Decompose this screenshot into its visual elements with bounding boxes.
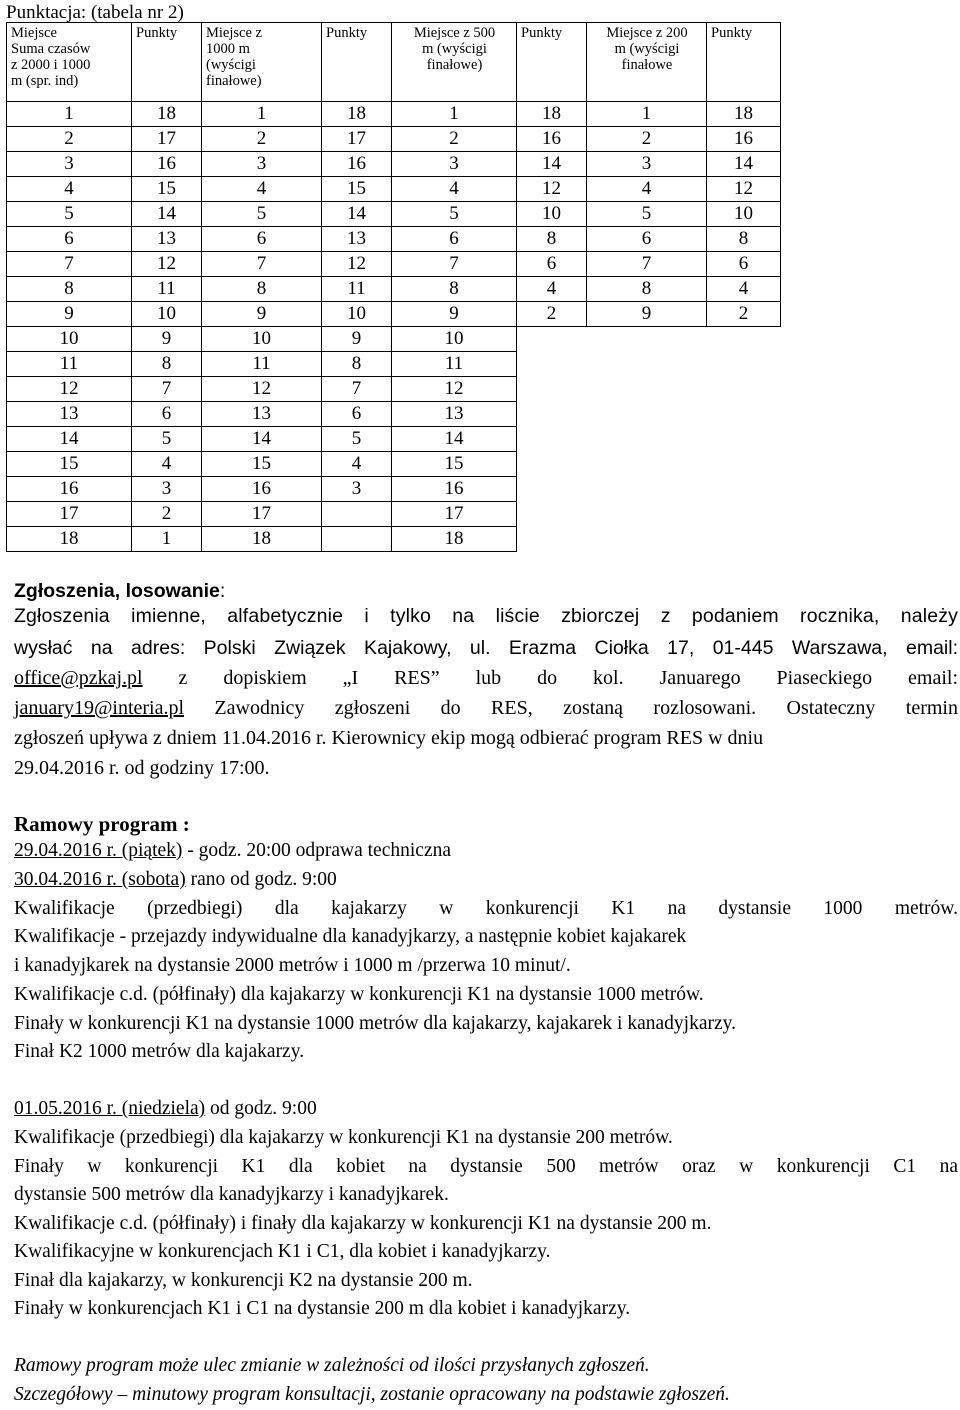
header-text-line: Punkty [136,25,178,41]
table-cell: 6 [707,252,781,277]
table-cell [707,427,781,452]
table-cell: 12 [392,377,517,402]
table-cell: 13 [322,227,392,252]
day3-item: Kwalifikacje c.d. (półfinały) i finały dla kajakarzy w konkurencji K1 na dystansie 200 m. [14,1213,712,1234]
table-header-cell [132,23,202,102]
table-cell: 3 [587,152,707,177]
table-cell: 8 [322,352,392,377]
header-text-line: Miejsce z 500 [413,25,496,41]
header-text-line: m (wyścigi [422,41,487,57]
table-cell: 17 [322,127,392,152]
table-cell: 7 [392,252,517,277]
table-row [7,202,781,227]
table-cell: 4 [322,452,392,477]
table-cell [517,352,587,377]
table-cell: 9 [202,302,322,327]
table-cell [587,502,707,527]
table-header-cell [707,23,781,102]
table-cell: 6 [392,227,517,252]
table-cell: 2 [707,302,781,327]
day3-item: Finały w konkurencjach K1 i C1 na dystansie 200 m dla kobiet i kanadyjkarzy. [14,1298,631,1319]
day2-item: Kwalifikacje - przejazdy indywidualne dla kanadyjkarzy, a następnie kobiet kajakarek [14,926,687,947]
table-cell: 1 [7,102,132,127]
table-cell: 17 [132,127,202,152]
table-cell: 4 [202,177,322,202]
table-header-cell [322,23,392,102]
table-cell: 3 [322,477,392,502]
table-cell [517,377,587,402]
header-text-line: finałowe) [426,57,483,73]
table-cell: 3 [392,152,517,177]
table-cell [587,377,707,402]
table-cell [322,502,392,527]
table-header-cell [392,23,517,102]
table-cell: 18 [7,527,132,552]
table-cell: 10 [392,327,517,352]
table-cell [707,352,781,377]
table-cell: 7 [7,252,132,277]
table-cell: 9 [322,327,392,352]
table-cell: 6 [7,227,132,252]
table-row [7,402,781,427]
table-body [7,102,781,552]
table-row [7,152,781,177]
table-header-cell [202,23,322,102]
table-cell: 8 [392,277,517,302]
table-row [7,352,781,377]
email-pzkaj-link[interactable]: office@pzkaj.pl [14,667,143,689]
day2-item: Finał K2 1000 metrów dla kajakarzy. [14,1041,305,1062]
table-row [7,277,781,302]
table-cell: 3 [202,152,322,177]
entries-line-2: wysłać na adres: Polski Związek Kajakowy, ul. Erazma Ciołka 17, 01-445 Warszawa, email: [14,637,958,659]
header-text-line: Suma czasów [11,41,91,57]
table-cell: 6 [132,402,202,427]
table-cell [517,502,587,527]
header-text-line: (wyścigi [206,57,256,73]
table-row [7,502,781,527]
table-cell: 12 [707,177,781,202]
table-cell [517,527,587,552]
table-cell: 14 [322,202,392,227]
table-cell: 18 [392,527,517,552]
table-cell: 7 [322,377,392,402]
table-cell [587,402,707,427]
table-cell: 10 [7,327,132,352]
table-cell [517,477,587,502]
header-text-line: Punkty [711,25,753,41]
table-caption: Punktacja: (tabela nr 2) [6,2,184,23]
entries-line-3: office@pzkaj.pl z dopiskiem „I RES” lub do kol. Januarego Piaseckiego email: [14,667,958,689]
table-cell [517,402,587,427]
table-cell: 13 [132,227,202,252]
header-text-line: Punkty [326,25,368,41]
table-cell: 14 [517,152,587,177]
table-cell: 13 [392,402,517,427]
entries-line-6: 29.04.2016 r. od godziny 17:00. [14,757,270,779]
table-cell: 5 [392,202,517,227]
table-cell: 5 [132,427,202,452]
day3-line: 01.05.2016 r. (niedziela) od godz. 9:00 [14,1098,317,1119]
table-cell: 12 [517,177,587,202]
table-row [7,477,781,502]
table-cell: 2 [392,127,517,152]
table-cell: 15 [132,177,202,202]
table-cell [587,527,707,552]
table-row [7,427,781,452]
table-cell: 15 [392,452,517,477]
table-row [7,177,781,202]
table-cell: 3 [7,152,132,177]
program-note: Szczegółowy – minutowy program konsultacji, zostanie opracowany na podstawie zgłoszeń. [14,1384,730,1405]
header-text-line: m (wyścigi [614,41,680,57]
table-cell: 6 [202,227,322,252]
table-cell: 4 [587,177,707,202]
entries-heading: Zgłoszenia, losowanie: [14,580,226,602]
table-row [7,302,781,327]
header-text-line: Miejsce z [206,25,262,41]
table-cell: 4 [392,177,517,202]
table-cell: 10 [132,302,202,327]
header-text-line: finałowe) [206,73,262,89]
table-cell [707,502,781,527]
table-cell: 8 [7,277,132,302]
table-cell: 15 [202,452,322,477]
table-cell [322,527,392,552]
program-heading: Ramowy program : [14,812,190,836]
table-cell: 1 [587,102,707,127]
table-cell: 18 [322,102,392,127]
day2-item: Finały w konkurencji K1 na dystansie 1000 metrów dla kajakarzy, kajakarek i kanadyjkarzy. [14,1013,736,1034]
table-cell: 11 [132,277,202,302]
table-row [7,252,781,277]
header-text-line: finałowe [621,57,673,73]
table-cell: 9 [392,302,517,327]
table-cell: 5 [587,202,707,227]
table-cell: 8 [517,227,587,252]
table-cell: 4 [132,452,202,477]
table-cell: 14 [132,202,202,227]
table-cell: 17 [392,502,517,527]
table-cell: 2 [587,127,707,152]
table-cell: 3 [132,477,202,502]
table-cell [517,327,587,352]
table-cell: 2 [132,502,202,527]
table-cell: 10 [322,302,392,327]
table-cell: 18 [202,527,322,552]
table-row [7,102,781,127]
table-cell: 5 [202,202,322,227]
table-cell [517,427,587,452]
table-cell: 1 [132,527,202,552]
header-text-line: Miejsce [11,25,57,41]
table-cell [707,327,781,352]
header-text-line: Punkty [521,25,563,41]
entries-line-1: Zgłoszenia imienne, alfabetycznie i tylko na liście zbiorczej z podaniem rocznika, należy [14,605,958,627]
table-cell [707,402,781,427]
table-cell: 14 [202,427,322,452]
table-cell: 14 [7,427,132,452]
table-row [7,527,781,552]
day3-item: Kwalifikacje (przedbiegi) dla kajakarzy w konkurencji K1 na dystansie 200 metrów. [14,1127,673,1148]
table-cell: 6 [587,227,707,252]
table-cell: 8 [132,352,202,377]
table-header-cell [7,23,132,102]
table-cell: 9 [7,302,132,327]
table-cell: 10 [517,202,587,227]
header-text-line: m (spr. ind) [11,73,79,89]
table-cell: 16 [707,127,781,152]
table-cell [707,477,781,502]
email-january-link[interactable]: january19@interia.pl [14,697,185,719]
table-cell [587,327,707,352]
table-cell: 17 [7,502,132,527]
table-cell: 9 [132,327,202,352]
table-cell: 8 [202,277,322,302]
day3-item: Finał dla kajakarzy, w konkurencji K2 na dystansie 200 m. [14,1270,473,1291]
table-cell: 16 [392,477,517,502]
table-cell: 18 [132,102,202,127]
table-cell [587,477,707,502]
table-cell: 10 [202,327,322,352]
points-table [6,22,781,552]
table-cell: 13 [7,402,132,427]
table-cell: 15 [7,452,132,477]
day3-item: Kwalifikacyjne w konkurencjach K1 i C1, dla kobiet i kanadyjkarzy. [14,1241,551,1262]
table-cell: 15 [322,177,392,202]
day3-item: dystansie 500 metrów dla kanadyjkarzy i kanadyjkarek. [14,1184,449,1205]
table-cell: 6 [322,402,392,427]
header-text-line: z 2000 i 1000 [11,57,91,73]
table-cell: 8 [587,277,707,302]
table-cell [587,427,707,452]
day1-line: 29.04.2016 r. (piątek) - godz. 20:00 odprawa techniczna [14,840,452,861]
table-cell: 7 [587,252,707,277]
table-cell [707,452,781,477]
table-cell: 16 [202,477,322,502]
day2-item: Kwalifikacje (przedbiegi) dla kajakarzy w konkurencji K1 na dystansie 1000 metrów. [14,898,958,919]
table-cell: 11 [202,352,322,377]
table-cell: 5 [322,427,392,452]
table-row [7,227,781,252]
table-header-row [7,23,781,102]
table-cell: 12 [132,252,202,277]
table-row [7,452,781,477]
table-cell: 16 [132,152,202,177]
header-text-line: Miejsce z 200 [606,25,688,41]
day2-item: i kanadyjkarek na dystansie 2000 metrów i 1000 m /przerwa 10 minut/. [14,955,571,976]
table-cell: 1 [392,102,517,127]
table-cell: 14 [707,152,781,177]
day2-line: 30.04.2016 r. (sobota) rano od godz. 9:00 [14,869,337,890]
table-cell: 2 [7,127,132,152]
table-cell: 8 [707,227,781,252]
table-cell: 18 [707,102,781,127]
table-cell [587,452,707,477]
table-cell: 7 [202,252,322,277]
table-cell: 11 [322,277,392,302]
table-cell: 18 [517,102,587,127]
table-cell: 11 [7,352,132,377]
table-cell: 4 [517,277,587,302]
table-cell: 12 [322,252,392,277]
table-cell: 12 [7,377,132,402]
table-row [7,377,781,402]
table-cell: 5 [7,202,132,227]
table-cell: 2 [517,302,587,327]
table-cell: 16 [7,477,132,502]
table-cell: 16 [322,152,392,177]
table-row [7,327,781,352]
table-cell: 17 [202,502,322,527]
day2-item: Kwalifikacje c.d. (półfinały) dla kajakarzy w konkurencji K1 na dystansie 1000 metrów. [14,984,704,1005]
table-row [7,127,781,152]
day3-item: Finały w konkurencji K1 dla kobiet na dystansie 500 metrów oraz w konkurencji C1 na [14,1156,958,1177]
table-cell: 13 [202,402,322,427]
table-cell: 14 [392,427,517,452]
table-cell [707,377,781,402]
table-cell: 12 [202,377,322,402]
table-cell: 7 [132,377,202,402]
table-cell: 10 [707,202,781,227]
table-cell: 6 [517,252,587,277]
table-cell: 11 [392,352,517,377]
table-cell: 16 [517,127,587,152]
table-cell [587,352,707,377]
table-cell: 2 [202,127,322,152]
table-cell: 4 [7,177,132,202]
table-cell: 4 [707,277,781,302]
header-text-line: 1000 m [206,41,250,57]
entries-line-5: zgłoszeń upływa z dniem 11.04.2016 r. Kierownicy ekip mogą odbierać program RES w dniu [14,727,764,749]
table-cell [707,527,781,552]
table-cell [517,452,587,477]
table-header-cell [517,23,587,102]
table-cell: 9 [587,302,707,327]
program-note: Ramowy program może ulec zmianie w zależności od ilości przysłanych zgłoszeń. [14,1355,650,1376]
table-cell: 1 [202,102,322,127]
table-header-cell [587,23,707,102]
entries-line-4: january19@interia.pl Zawodnicy zgłoszeni do RES, zostaną rozlosowani. Ostateczny termin [14,697,958,719]
